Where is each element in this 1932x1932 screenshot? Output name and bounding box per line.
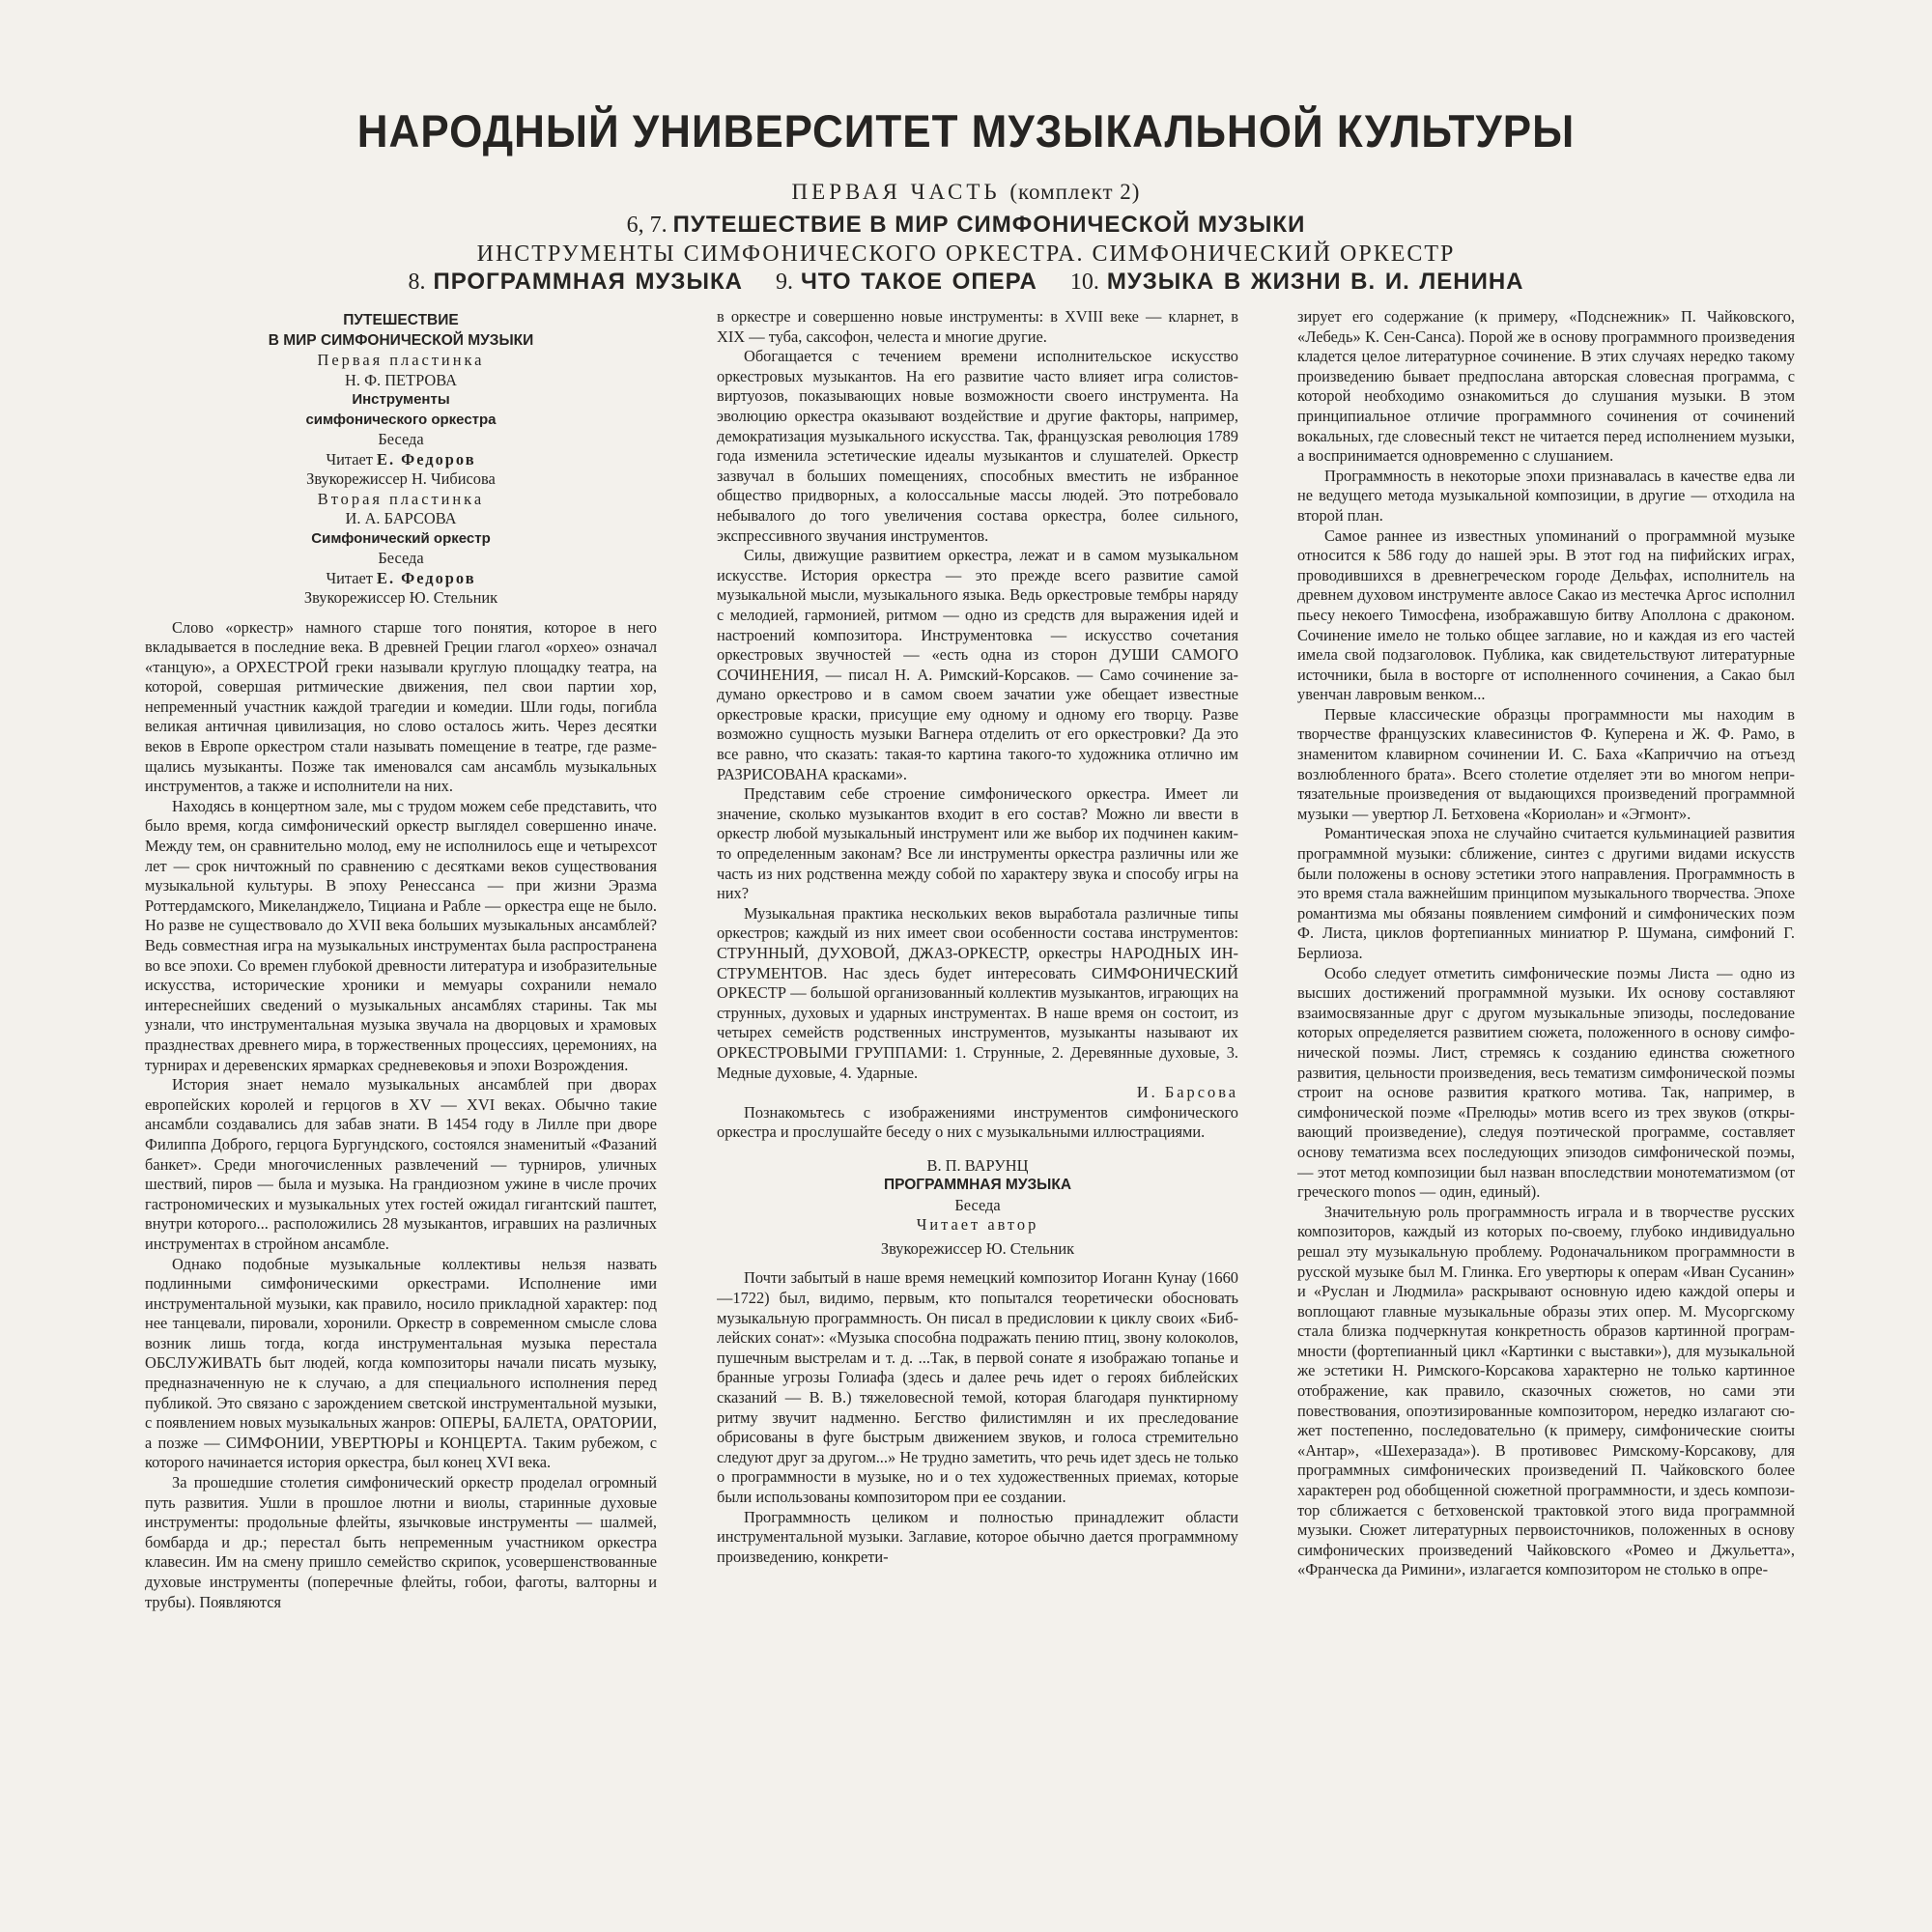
paragraph: Музыкальная практика нескольких веков выработала различные типы оркестров; каждый из них имеет свои особенности состава инструментов: СТРУННЫЙ, ДУХОВОЙ, ДЖАЗ-ОРКЕСТР, оркестры НАРОДНЫХ ИНСТРУМЕНТОВ. Нас здесь будет интересовать СИМФОНИЧЕСКИЙ ОРКЕСТР — большой организованный коллектив музыкантов, играющих на струнных, духовых и ударных инструментах. В наше время он состоит, из четырех семейств родственных инструментов, музыканты называют их ОРКЕСТРОВЫМИ ГРУППАМИ: 1. Струнные, 2. Деревянные духовые, 3. Медные духовые, 4. Ударные. (717, 903, 1238, 1082)
lecture-engineer: Звукорежиссер Ю. Стельник (880, 1238, 1075, 1258)
paragraph: Программность в некоторые эпохи признавалась в качестве едва ли не ведущего метода музыкальной композиции, в другие — отходила на второй план. (1297, 466, 1795, 525)
column-right (1297, 307, 1795, 1891)
paragraph: Программность целиком и полностью принадлежит области инструментальной музыки. Заглавие, которое обычно дается программному произведению, конкрети- (717, 1507, 1238, 1566)
listening-note: Познакомьтесь с изображениями инструментов симфонического оркестра и прослушайте беседу о них с музыкальными иллюстрациями. (717, 1102, 1238, 1142)
author-signature: И. Барсова (1136, 1083, 1238, 1102)
record-1-form: Беседа (378, 430, 424, 448)
lecture-reader: Читает автор (916, 1215, 1039, 1235)
paragraph: Почти забытый в наше время немецкий композитор Иоганн Кунау (1660—1722) был, видимо, первым, кто попытался теоретически обосновать музыкальную программность. Он писал в предисловии к циклу своих «Библейских сонат»: «Музыка способна подражать пению птиц, звону колоколов, пушечным выстрелам и т. д. ...Так, в первой сонате я изображаю топанье и бранные угрозы Голиафа (здесь и далее речь идет о героях библейских сказаний — В. В.) тяжеловесной темой, которая благодаря пунктирному ритму звучит надменно. Бегство филистимлян и их преследование обрисованы в фуге быстрым движением звуков, и голоса стремительно следуют друг за другом...» Не трудно заметить, что речь идет здесь не только о программности в музыке, но и о тех художественных приемах, которые были использованы композитором при ее создании. (717, 1268, 1238, 1506)
paragraph: Значительную роль программность играла и в творчестве русских композиторов, каждый из которых по-своему, глубоко индивидуально решал эту музыкальную проблему. Родоначальником программности в русской музыке был М. Глинка. Его увертюры к операм «Иван Сусанин» и «Руслан и Людмила» раскрывают основную идею каждой оперы и воплощают главные музыкальные образы этих опер. М. Мусоргскому стала близка подчеркнутая конкретность образов картинной программности (фортепианный цикл «Картинки с выставки»), для музыкальной же эстетики Н. Римского-Корсакова характерно не только картинное отображение, как правило, сказочных сюжетов, но сами эти повествования, опоэтизированные композитором, нередко излагают сюжет постепенно, последовательно (к примеру, симфонические сюиты «Антар», «Шехеразада»). В противовес Римскому-Корсакову, для программных симфонических произведений П. Чайковского более характерен род обобщенной сюжетной программности, и здесь композитор сближается с бетховенской трактовкой этого вида программной музыки. Сюжет литературных первоисточников, положенных в основу симфонических произведений Чайковского «Ромео и Джульетта», «Франческа да Римини», излагается композитором не столько в опре- (1297, 1202, 1795, 1579)
credits-symphonic-journey (145, 311, 657, 609)
section-title-line-2: В МИР СИМФОНИЧЕСКОЙ МУЗЫКИ (268, 331, 534, 349)
record-1-reader-line (145, 450, 657, 470)
record-2-title: Симфонический оркестр (311, 529, 491, 547)
record-1-title-line-1: Инструменты (352, 391, 450, 408)
column-middle (717, 307, 1238, 1891)
credits-program-music (717, 1156, 1238, 1260)
record-1-author: Н. Ф. ПЕТРОВА (345, 370, 457, 389)
topic-8-title: ПРОГРАММНАЯ МУЗЫКА (433, 269, 743, 295)
section-title-line-1: ПУТЕШЕСТВИЕ (343, 312, 459, 328)
record-2-form: Беседа (378, 549, 424, 567)
lecture-title: ПРОГРАММНАЯ МУЗЫКА (883, 1177, 1072, 1194)
topic-10-title: МУЗЫКА В ЖИЗНИ В. И. ЛЕНИНА (1106, 269, 1524, 295)
record-2-reader-line (145, 569, 657, 589)
paragraph: Романтическая эпоха не случайно считается кульминацией развития программной музыки: сближение, синтез с другими видами искусств были положены в основу эстетики этого направления. Программность в это время стала важнейшим принципом музыкального творчества. Эпохе романтизма мы обязаны появлением симфоний и симфонических поэм Ф. Листа, циклов фортепианных миниатюр Р. Шумана, симфоний Г. Берлиоза. (1297, 824, 1795, 962)
instruments-line: ИНСТРУМЕНТЫ СИМФОНИЧЕСКОГО ОРКЕСТРА. СИМФОНИЧЕСКИЙ ОРКЕСТР (476, 242, 1456, 267)
lecture-form: Беседа (954, 1195, 1001, 1214)
paragraph: Находясь в концертном зале, мы с трудом можем себе представить, что было время, когда симфонический оркестр выглядел совершенно иначе. Между тем, он сравнительно молод, ему не исполнилось еще и четырехсот лет — срок ничтожный по сравнению с десятками веков существования музыкальной культуры. В эпоху Ренессанса — при жизни Эразма Роттердамского, Микеланджело, Тициана и Рабле — оркестра еще не было. Но разве не существовало до XVII века больших музыкальных ансамблей? Ведь совместная игра на музыкальных инструментах была распространена во все эпохи. Со времен глубокой древности литература и изобразительные искусства, исторические хроники и мемуары сохранили немало интереснейших сведений о музыкальных ансамблях старины. Так мы узнали, что инструментальная музыка звучала на дворцовых и храмовых празднествах древнего мира, в торжественных процессиях, церемониях, на турнирах и деревенских ярмарках средневековья и эпохи Возрождения. (145, 796, 657, 1074)
record-2-engineer: Звукорежиссер Ю. Стельник (303, 588, 498, 607)
paragraph: Силы, движущие развитием оркестра, лежат и в самом музыкальном искусстве. История оркестра — это прежде всего развитие самой музыкальной мысли, музыкального языка. Ведь оркестровые тембры наряду с мелодией, гармонией, ритмом — одно из средств для выражения идей и настроений композитора. Инструментовка — искусство сочетания оркестровых звучностей — «есть одна из сторон ДУШИ САМОГО СОЧИНЕНИЯ, — писал Н. А. Римский-Корсаков. — Само сочинение задумано оркестрово и в самом своем зачатии уже обещает известные оркестровые краски, присущие ему одному и одному его творцу. Разве возможно сущность музыки Вагнера отделить от его оркестровки? Да это все равно, что сказать: такая-то картина такого-то художника отлично им РАЗРИСОВАНА красками». (717, 546, 1238, 783)
topic-8-number: 8. (408, 270, 426, 295)
record-2-label: Вторая пластинка (317, 489, 485, 508)
paragraph: в оркестре и совершенно новые инструменты: в XVIII веке — кларнет, в XIX — туба, саксофон, челеста и многие другие. (717, 307, 1238, 346)
paragraph: Самое раннее из известных упоминаний о программной музыке относится к 586 году до нашей эры. В этот год на пифийских играх, проводившихся в древнегреческом городе Дельфах, исполнитель на древнем духовом инструменте авлосе Сакао из местечка Аргос исполнил пьесу некоего Тимосфена, изображавшую битву Аполлона с драконом. Сочинение имело не только общее заглавие, но и каждая из его частей имела свой подзаголовок. Публика, как свидетельствуют литературные источники, была в восторге от исполненного сочинения, а Сакао был увенчан лавровым венком... (1297, 526, 1795, 704)
topic-10-number: 10. (1069, 270, 1099, 295)
series-line (0, 212, 1932, 239)
series-title: ПУТЕШЕСТВИЕ В МИР СИМФОНИЧЕСКОЙ МУЗЫКИ (672, 212, 1306, 238)
topics-line (0, 269, 1932, 296)
record-2-reads-label: Читает (326, 568, 373, 587)
paragraph: Первые классические образцы программности мы находим в творчестве французских клавесинистов Ф. Куперена и Ж. Ф. Рамо, в знаменитом клавирном сочинении И. С. Баха «Каприччио на отъезд возлюбленного брата». Всего столетие отделяет эти во многом непритязательные произведения от выдающихся произведений программной музыки — увертюр Л. Бетховена «Кориолан» и «Эгмонт». (1297, 704, 1795, 823)
paragraph: История знает немало музыкальных ансамблей при дворах европейских королей и герцогов в XV — XVI веках. Обычно такие ансамбли создавались для забав знати. В 1454 году в Лилле при дворе Филиппа Доброго, герцога Бургундского, состоялся знаменитый «Фазаний банкет». Среди многочисленных развлечений — турниров, уличных шествий, пиров — была и музыка. На грандиозном ужине в числе прочих гастрономических и музыкальных утех гостей ожидал гигантский паштет, внутри которого... расположились 28 музыкантов, игравших на различных инструментах в стройном ансамбле. (145, 1075, 657, 1253)
topic-9-number: 9. (775, 270, 793, 295)
paragraph: Представим себе строение симфонического оркестра. Имеет ли значение, сколько музыкантов входит в его состав? Можно ли ввести в оркестр любой музыкальный инструмент или же выбор их подчинен каким-то определенным законам? Все ли инструменты оркестра различны или же часть из них родственна между собой по характеру звука и способу игры на них? (717, 784, 1238, 903)
record-1-engineer: Звукорежиссер Н. Чибисова (306, 469, 496, 488)
column-left (145, 311, 657, 1895)
record-1-reader: Е. Федоров (377, 449, 476, 469)
record-2-author: И. А. БАРСОВА (345, 509, 457, 527)
record-1-title-line-2: симфонического оркестра (305, 411, 497, 428)
part-note: (комплект 2) (1009, 180, 1141, 204)
topic-9-title: ЧТО ТАКОЕ ОПЕРА (800, 269, 1037, 295)
paragraph: Слово «оркестр» намного старше того понятия, которое в него вкладывается в последние века. В древней Греции глагол «орхео» означал «танцую», а ОРХЕСТРОЙ греки называли круглую площадку театра, на которой, совершая ритмические движения, пел свои партии хор, непременный участник каждой трагедии и комедии. Шли годы, погибла великая античная цивилизация, но слово осталось жить. Через десятки веков в Европе оркестром стали называть помещение в театре, где размещались музыканты. Позже так именовался сам ансамбль музыкальных инструментов, а также и исполнители на них. (145, 617, 657, 796)
paragraph: зирует его содержание (к примеру, «Подснежник» П. Чайковского, «Лебедь» К. Сен-Санса). Порой же в основу программного произведения кладется целое литературное сочинение. В этих случаях нередко такому произведению бывает предпослана авторская словесная программа, с которой необходимо ознакомиться до слушания музыки. В этом принципиальное отличие программного сочинения от сочинений вокальных, где словесный текст не читается перед исполнением музыки, а воспринимается одновременно с слушанием. (1297, 307, 1795, 466)
paragraph: За прошедшие столетия симфонический оркестр проделал огромный путь развития. Ушли в прошлое лютни и виолы, старинные духовые инструменты: продольные флейты, язычковые инструменты — шалмей, бомбарда и др.; перестал быть непременным участником оркестра клавесин. Им на смену пришло семейство скрипок, усовершенствованные духовые инструменты (поперечные флейты, гобои, фаготы, валторны и трубы). Появляются (145, 1473, 657, 1611)
paragraph: Однако подобные музыкальные коллективы нельзя назвать подлинными симфоническими оркестрами. Исполнение ими инструментальной музыки, как правило, носило прикладной характер: под нее танцевали, пировали, хоронили. Оркестр в современном смысле слова возник лишь тогда, когда инструментальная музыка перестала ОБСЛУЖИВАТЬ быт людей, когда композиторы начали писать музыку, предназначенную не к случаю, а для специального исполнения перед публикой. Это связано с зарождением светской инструментальной музыки, с появлением новых музыкальных жанров: ОПЕРЫ, БАЛЕТА, ОРАТОРИИ, а позже — СИМФОНИИ, УВЕРТЮРЫ и КОНЦЕРТА. Таким рубежом, с которого начинается история оркестра, был конец XVI века. (145, 1254, 657, 1472)
series-numbers: 6, 7. (626, 213, 668, 238)
lecture-author: В. П. ВАРУНЦ (926, 1155, 1029, 1175)
part-label: ПЕРВАЯ ЧАСТЬ (791, 180, 1001, 204)
record-2-reader: Е. Федоров (377, 568, 476, 587)
main-title: НАРОДНЫЙ УНИВЕРСИТЕТ МУЗЫКАЛЬНОЙ КУЛЬТУРЫ (356, 106, 1576, 157)
record-1-reads-label: Читает (326, 449, 373, 469)
paragraph: Особо следует отметить симфонические поэмы Листа — одно из высших достижений программной музыки. Их основу составляют взаимосвязанные друг с другом музыкальные эпизоды, последование которых определяется развитием сюжета, положенного в основу симфонической поэмы. Лист, стремясь к созданию единства сюжетного развития, цельности произведения, весь тематизм симфонической поэмы строит на основе развития краткого мотива. Так, например, в симфонической поэме «Прелюды» мотив всего из трех звуков (открывающий произведение), следуя поэтической программе, составляет основу тематизма всех последующих эпизодов симфонической поэмы, — этот метод композиции был назван впоследствии монотематизмом (от греческого monos — один, единый). (1297, 963, 1795, 1202)
record-1-label: Первая пластинка (317, 351, 485, 369)
part-line (0, 180, 1932, 205)
paragraph: Обогащается с течением времени исполнительское искусство оркестровых музыкантов. На его развитие часто влияет игра солистов-виртуозов, показывающих новые возможности своего инструмента. На эволюцию оркестра оказывают воздействие и другие факторы, например, демократизация музыкального искусства. Так, французская революция 1789 года изменила эстетические идеалы музыкантов и слушателей. Оркестр зазвучал в больших помещениях, способных вместить не избранное общество придворных, а колоссальные массы людей. Это потребовало небывалого до того увеличения состава оркестра, более сильного, экспрессивного звучания инструментов. (717, 347, 1238, 545)
